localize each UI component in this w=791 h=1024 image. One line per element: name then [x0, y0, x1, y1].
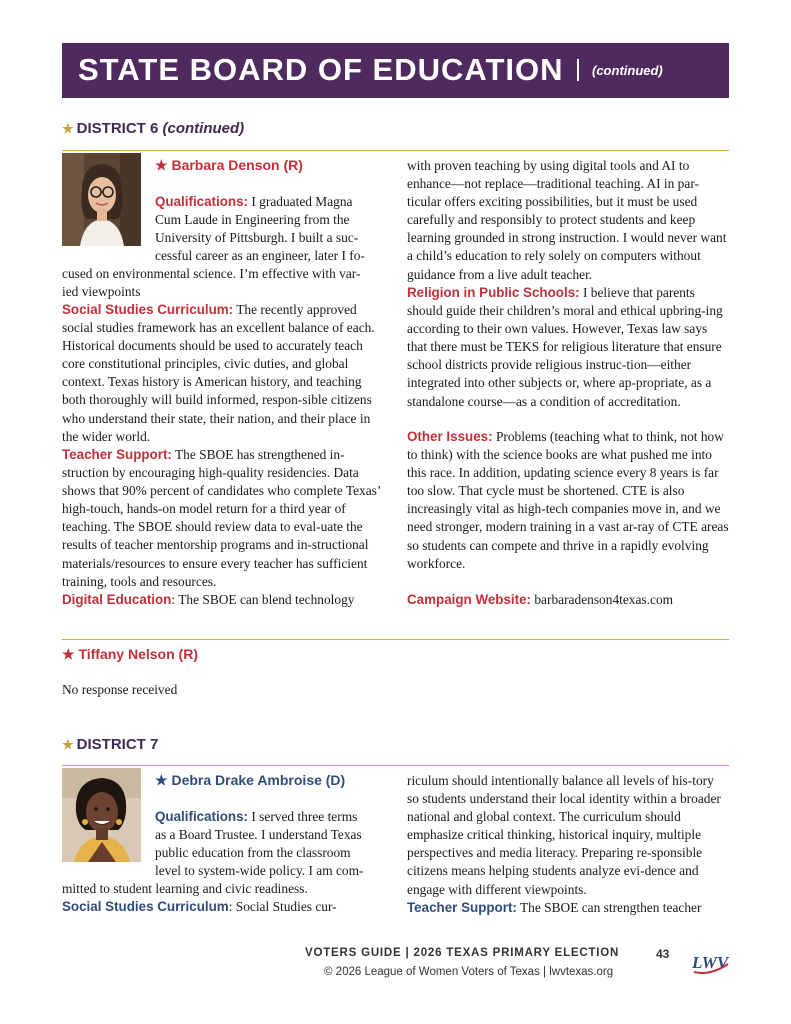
- banner-divider: [577, 59, 579, 81]
- district-6-heading: ★ DISTRICT 6 (continued): [62, 120, 245, 137]
- denson-qualifications-line: ied viewpoints: [62, 284, 141, 299]
- ambroise-teacher-support: Teacher Support: The SBOE can strengthen teacher: [407, 900, 702, 915]
- candidate-name-debra-drake-ambroise: ★ Debra Drake Ambroise (D): [155, 772, 346, 788]
- denson-qualifications-line: cessful career as an engineer, later I fo-: [155, 248, 365, 263]
- divider-rule: [62, 765, 729, 766]
- denson-teacher-support: Teacher Support: The SBOE has strengthened in-struction by encouraging high-quality residencies. Data shows that 90% percent of candidates who complete Texas’ high-touch, hands-on model return for a third year of teaching. The SBOE should review data to eval-uate the results of teacher mentorship programs and in-structional materials/resources to ensure every teacher has sufficient training, tools and resources.: [62, 447, 381, 589]
- star-icon: ★: [62, 646, 79, 662]
- denson-qualifications-line: University of Pittsburgh. I built a suc-: [155, 230, 359, 245]
- header-banner: [62, 43, 729, 98]
- star-icon: ★: [62, 737, 74, 752]
- banner-continued: (continued): [592, 63, 663, 78]
- lwv-logo-text: LWV: [692, 953, 729, 972]
- no-response-text: No response received: [62, 682, 178, 697]
- ambroise-qualifications-line: level to system-wide policy. I am com-: [155, 863, 364, 878]
- candidate-photo-barbara-denson: [62, 153, 141, 246]
- footer-guide-title: VOTERS GUIDE | 2026 TEXAS PRIMARY ELECTION: [305, 947, 620, 959]
- district-continued: (continued): [162, 120, 245, 137]
- denson-digital-education: Digital Education: The SBOE can blend technology: [62, 592, 355, 607]
- candidate-name-tiffany-nelson: ★ Tiffany Nelson (R): [62, 646, 198, 662]
- denson-qualifications-line: Qualifications: I graduated Magna: [155, 194, 353, 209]
- page-number: 43: [656, 947, 670, 961]
- ambroise-qualifications-line: mitted to student learning and civic readiness.: [62, 881, 308, 896]
- ambroise-social-studies: Social Studies Curriculum: Social Studies cur-: [62, 899, 337, 914]
- candidate-photo-debra-drake-ambroise: [62, 768, 141, 862]
- ambroise-qualifications-line: as a Board Trustee. I understand Texas: [155, 827, 362, 842]
- denson-qualifications-line: cused on environmental science. I’m effective with var-: [62, 266, 361, 281]
- denson-other-issues: Other Issues: Problems (teaching what to think, not how to think) with the science books are what pushed me into this race. In addition, updating science every 8 years is far too slow. That cycle must be shortened. CTE is also increasingly vital as high-tech companies move in, and we need stronger, modern training in a vast ar-ray of CTE areas so students can compete and thrive in a rapidly evolving workforce.: [407, 429, 729, 571]
- page-title: STATE BOARD OF EDUCATION: [78, 52, 564, 87]
- denson-social-studies: Social Studies Curriculum: The recently approved social studies framework has an excellent balance of each. Historical documents should be used to accurately teach core constitutional principles, civic duties, and global context. Texas history is American history, and teaching both thoroughly will build informed, respon-sible citizens who understand their state, their nation, and their place in the wider world.: [62, 302, 375, 444]
- ambroise-social-studies-continued: riculum should intentionally balance all levels of his-tory so students understand their local identity within a broader national and global context. The curriculum should emphasize critical thinking, historical inquiry, multiple perspectives and media literacy. Preparing re-sponsible citizens means helping students analyze evi-dence and engage with different viewpoints.: [407, 773, 721, 897]
- campaign-website-link[interactable]: barbaradenson4texas.com: [531, 592, 674, 607]
- candidate-name-barbara-denson: ★ Barbara Denson (R): [155, 157, 303, 173]
- denson-religion: Religion in Public Schools: I believe that parents should guide their children’s moral and ethical upbring-ing according to their own values. However, Texas law says that there must be TEKS for religious literature that ensure school districts provide religious instruc-tion—either integrated into other subjects or, where ap-propriate, as a standalone course—as a condition of accreditation.: [407, 285, 723, 409]
- divider-rule: [62, 150, 729, 151]
- lwv-logo: [690, 950, 730, 983]
- star-icon: ★: [155, 157, 172, 173]
- district-7-heading: ★ DISTRICT 7: [62, 736, 159, 753]
- footer-copyright: © 2026 League of Women Voters of Texas | lwvtexas.org: [324, 966, 614, 978]
- divider-rule: [62, 639, 729, 640]
- denson-qualifications-line: Cum Laude in Engineering from the: [155, 212, 350, 227]
- ambroise-qualifications-line: public education from the classroom: [155, 845, 351, 860]
- denson-campaign-website: Campaign Website: barbaradenson4texas.com: [407, 592, 674, 607]
- ambroise-qualifications-line: Qualifications: I served three terms: [155, 809, 358, 824]
- denson-digital-education-continued: with proven teaching by using digital tools and AI to enhance—not replace—traditional teaching. AI in par-ticular offers exciting possibilities, but it must be used carefully and responsibly to protect students and keep learning grounded in strong instruction. I would never want a child’s education to rely solely on computers without guidance from a live adult teacher.: [407, 158, 727, 282]
- star-icon: ★: [155, 772, 172, 788]
- star-icon: ★: [62, 121, 74, 136]
